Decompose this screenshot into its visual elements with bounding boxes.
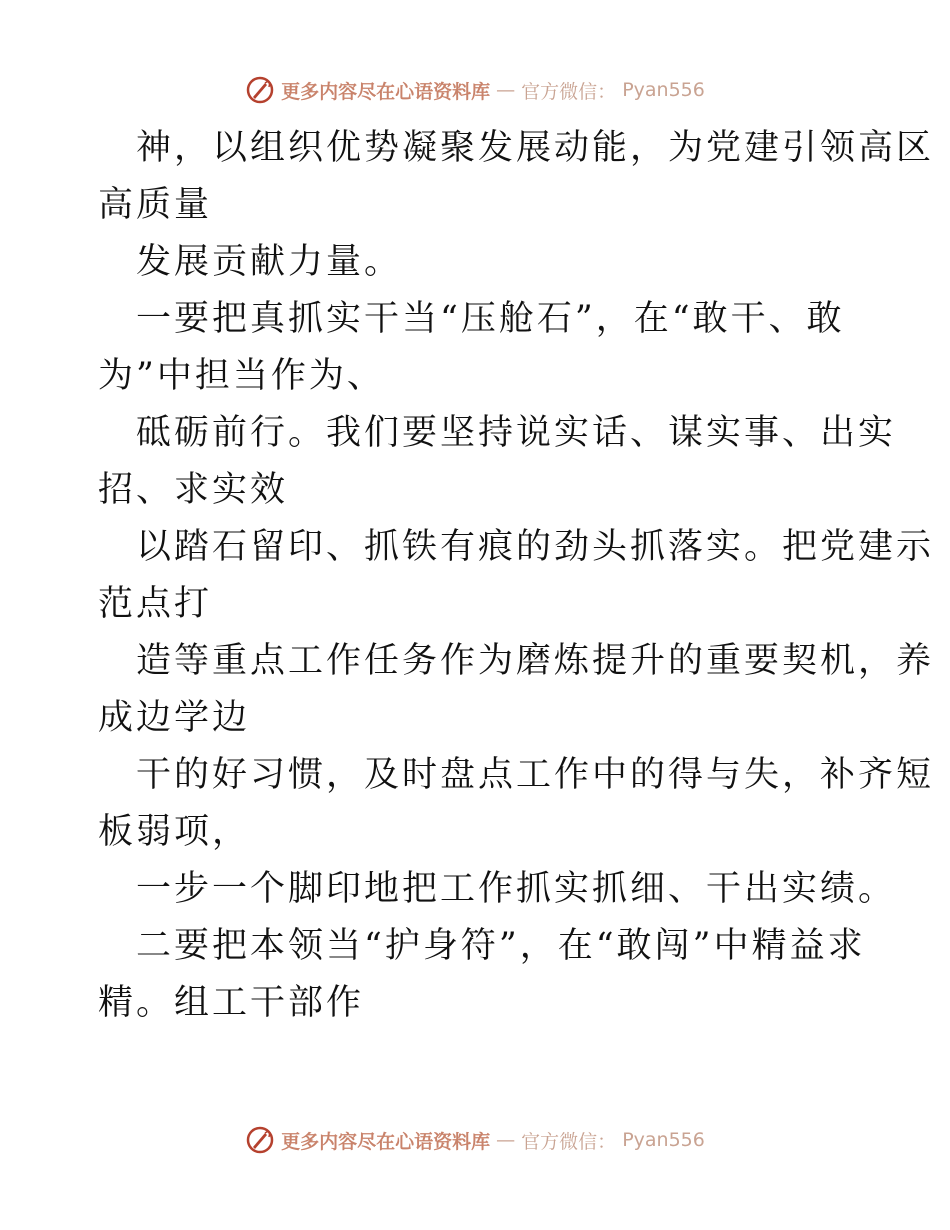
text-line: 砥砺前行。我们要坚持说实话、谋实事、出实 (136, 413, 897, 453)
quill-logo-icon (245, 1125, 275, 1155)
text-line: 发展贡献力量。 (136, 242, 403, 282)
footer-watermark-banner (0, 1120, 950, 1160)
banner-sub-text: 官方微信： (521, 1130, 617, 1153)
text-line: 高质量 (98, 185, 213, 225)
text-line: 招、求实效 (98, 470, 289, 510)
banner-dash: — (496, 1129, 516, 1151)
text-line: 造等重点工作任务作为磨炼提升的重要契机，养 (136, 641, 935, 681)
text-line: 神，以组织优势凝聚发展动能，为党建引领高区 (136, 128, 935, 168)
text-line: 为”中担当作为、 (98, 356, 385, 396)
quill-logo-icon (245, 75, 275, 105)
text-line: 一步一个脚印地把工作抓实抓细、干出实绩。 (136, 869, 897, 909)
text-line: 成边学边 (98, 698, 251, 738)
banner-sub-text: 官方微信： (521, 80, 617, 103)
header-watermark-banner (0, 70, 950, 110)
text-line: 一要把真抓实干当“压舱石”，在“敢干、敢 (136, 299, 845, 339)
text-line: 范点打 (98, 584, 213, 624)
text-line: 二要把本领当“护身符”，在“敢闯”中精益求 (136, 926, 866, 966)
document-body (98, 120, 935, 1032)
text-line: 板弱项， (98, 812, 251, 852)
banner-dash: — (496, 79, 516, 101)
text-line: 干的好习惯，及时盘点工作中的得与失，补齐短 (136, 755, 935, 795)
text-line: 精。组工干部作 (98, 983, 365, 1023)
banner-main-text: 更多内容尽在心语资料库 (281, 1130, 491, 1153)
banner-wechat-id: Pyan556 (622, 79, 705, 101)
banner-main-text: 更多内容尽在心语资料库 (281, 80, 491, 103)
text-line: 以踏石留印、抓铁有痕的劲头抓落实。把党建示 (136, 527, 935, 567)
banner-wechat-id: Pyan556 (622, 1129, 705, 1151)
